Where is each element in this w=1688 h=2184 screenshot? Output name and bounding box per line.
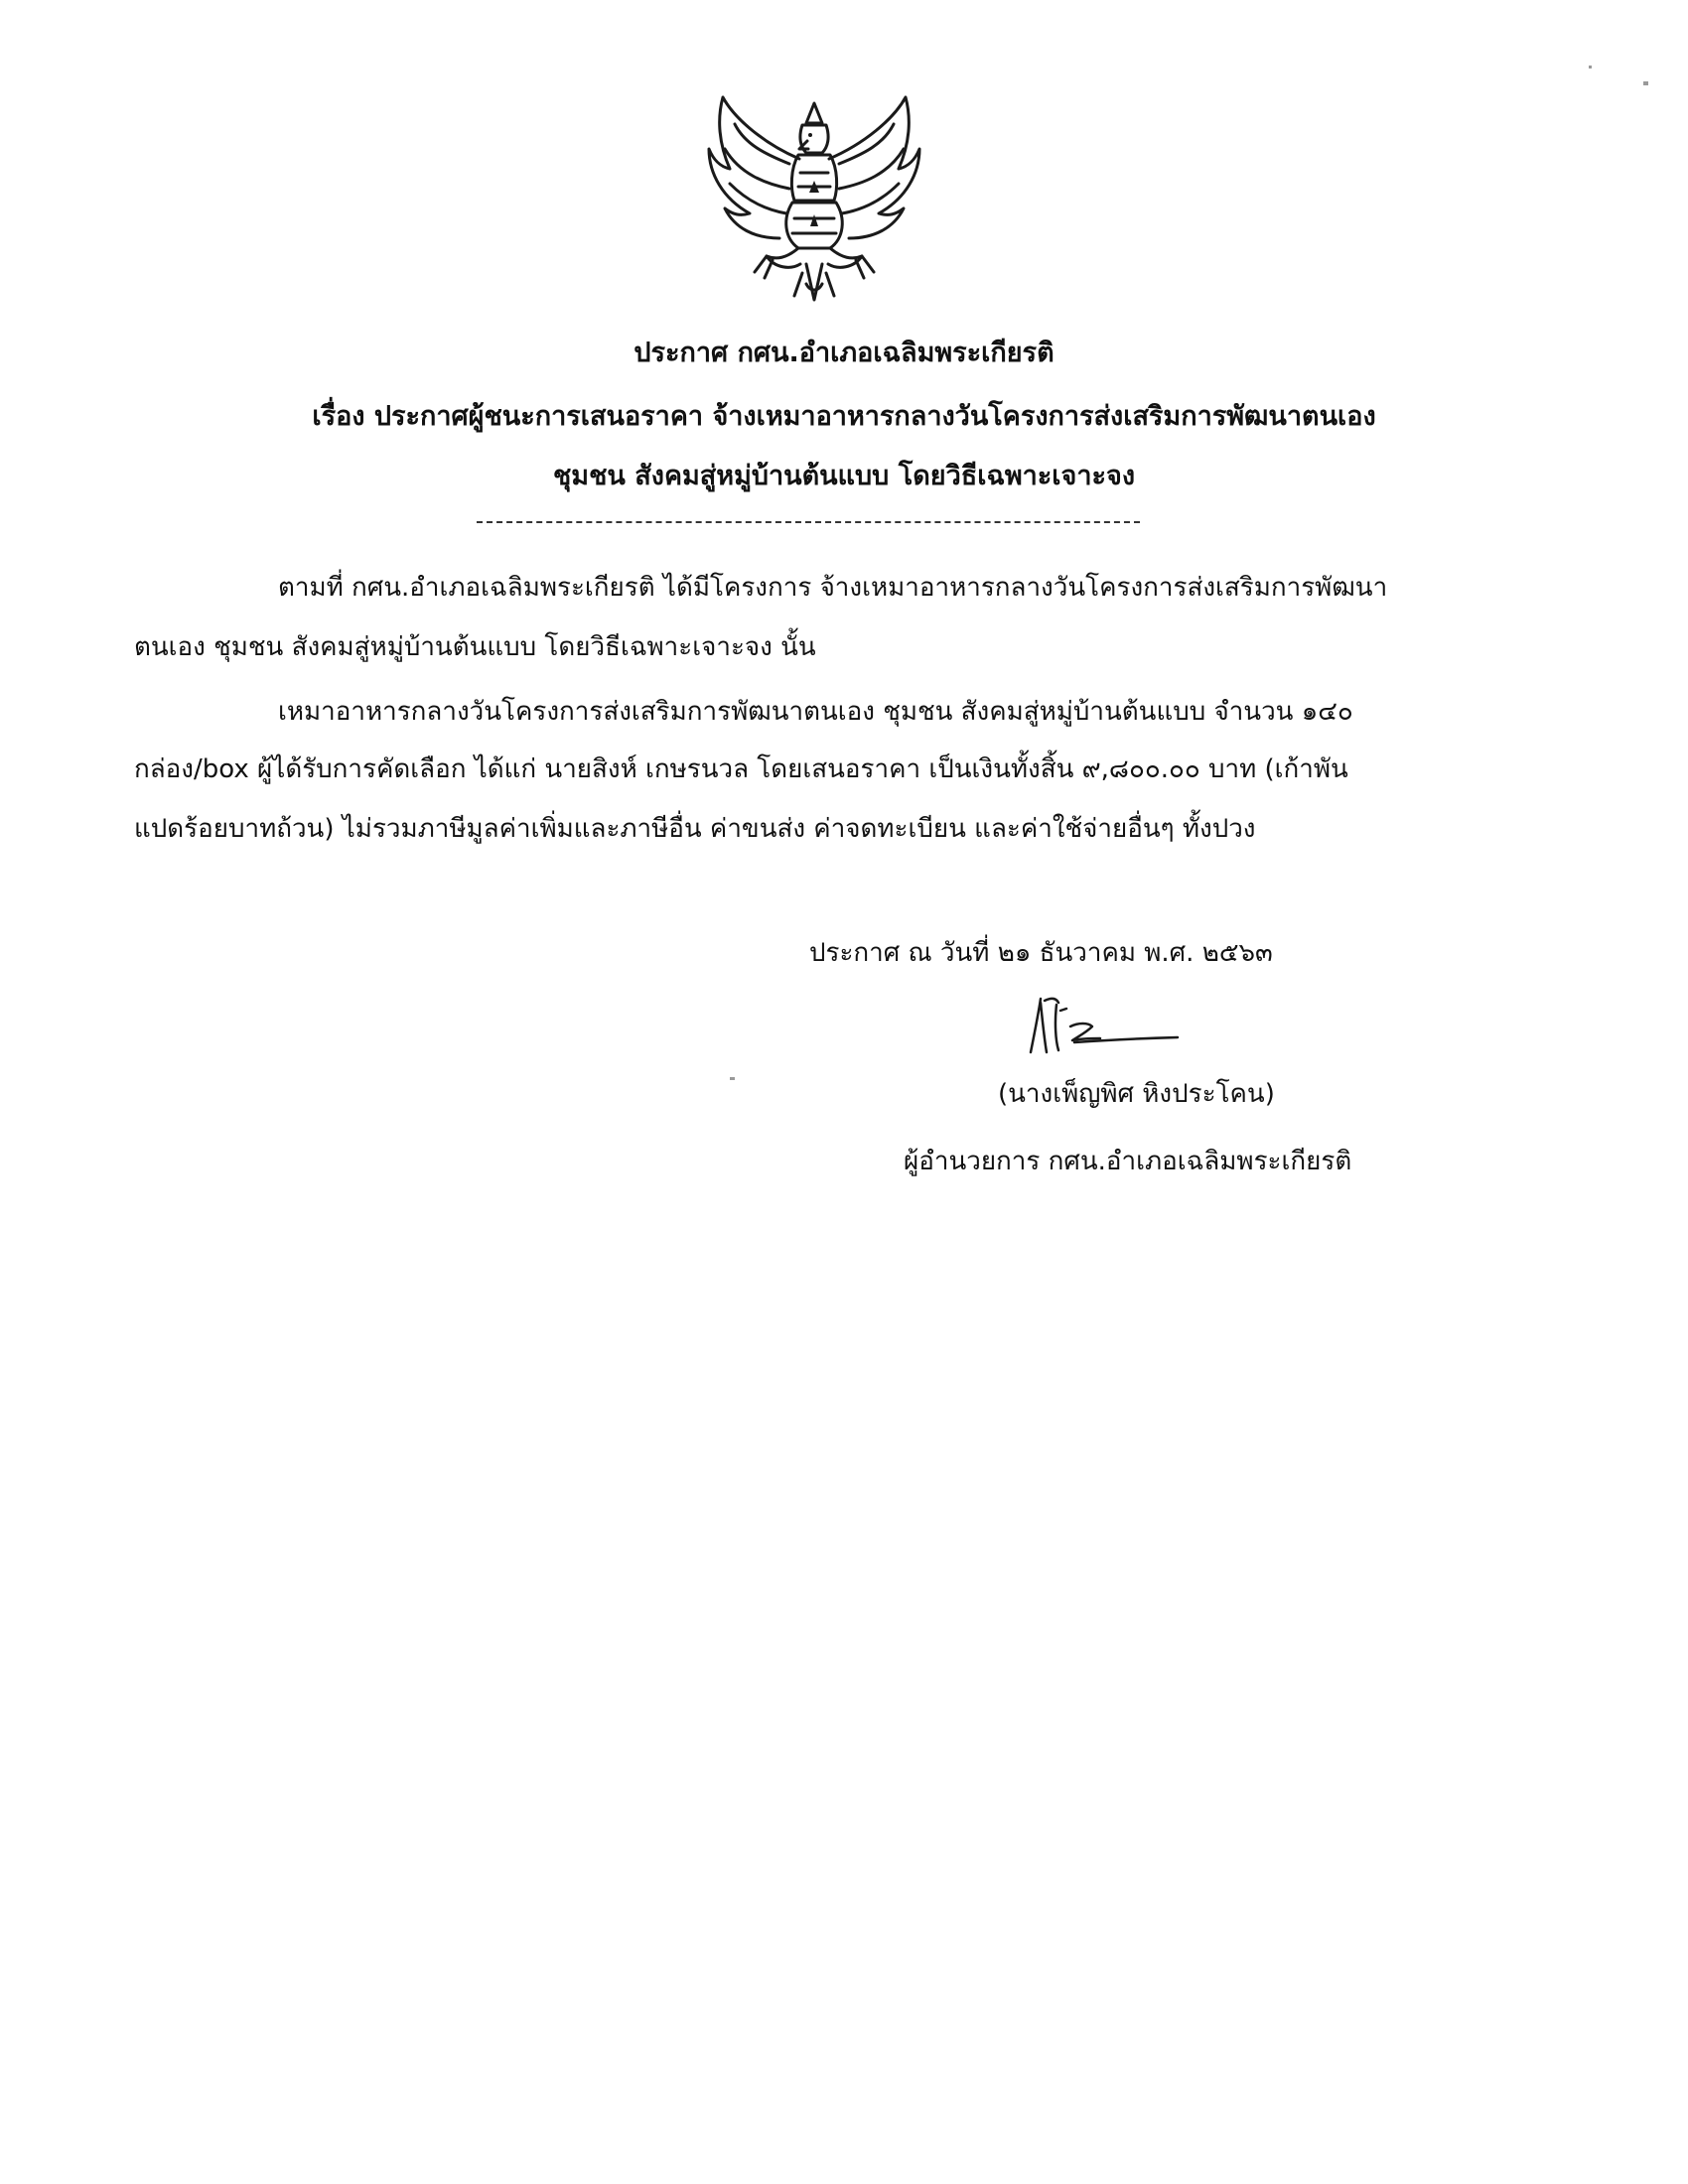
signer-name: (นางเพ็ญพิศ หิงประโคน) [998,1079,1275,1109]
announcement-title: ประกาศ กศน.อำเภอเฉลิมพระเกียรติ [633,338,1055,368]
garuda-emblem-icon [695,89,933,313]
paragraph-1-line-1: ตามที่ กศน.อำเภอเฉลิมพระเกียรติ ได้มีโครงการ จ้างเหมาอาหารกลางวันโครงการส่งเสริมการพัฒนา [278,573,1388,603]
paragraph-2-line-1: เหมาอาหารกลางวันโครงการส่งเสริมการพัฒนาตนเอง ชุมชน สังคมสู่หมู่บ้านต้นแบบ จำนวน ๑๔๐ [278,697,1353,727]
scan-speck [1643,81,1648,85]
paragraph-2-line-2: กล่อง/box ผู้ได้รับการคัดเลือก ได้แก่ นายสิงห์ เกษรนวล โดยเสนอราคา เป็นเงินทั้งสิ้น ๙,๘๐๐.๐๐ บาท (เก้าพัน [134,754,1348,784]
paragraph-2-line-3: แปดร้อยบาทถ้วน) ไม่รวมภาษีมูลค่าเพิ่มและภาษีอื่น ค่าขนส่ง ค่าจดทะเบียน และค่าใช้จ่ายอื่นๆ ทั้งปวง [134,814,1256,844]
announcement-date: ประกาศ ณ วันที่ ๒๑ ธันวาคม พ.ศ. ๒๕๖๓ [809,938,1273,968]
scan-speck [1589,66,1592,68]
signer-position: ผู้อำนวยการ กศน.อำเภอเฉลิมพระเกียรติ [904,1147,1352,1176]
handwritten-signature-icon [1023,993,1182,1062]
paragraph-1-line-2: ตนเอง ชุมชน สังคมสู่หมู่บ้านต้นแบบ โดยวิธีเฉพาะเจาะจง นั้น [134,632,816,662]
announcement-subject-line-1: เรื่อง ประกาศผู้ชนะการเสนอราคา จ้างเหมาอาหารกลางวันโครงการส่งเสริมการพัฒนาตนเอง [312,401,1376,432]
scan-speck [730,1077,735,1080]
announcement-subject-line-2: ชุมชน สังคมสู่หมู่บ้านต้นแบบ โดยวิธีเฉพาะเจาะจง [552,461,1136,491]
separator-rule [477,521,1140,523]
